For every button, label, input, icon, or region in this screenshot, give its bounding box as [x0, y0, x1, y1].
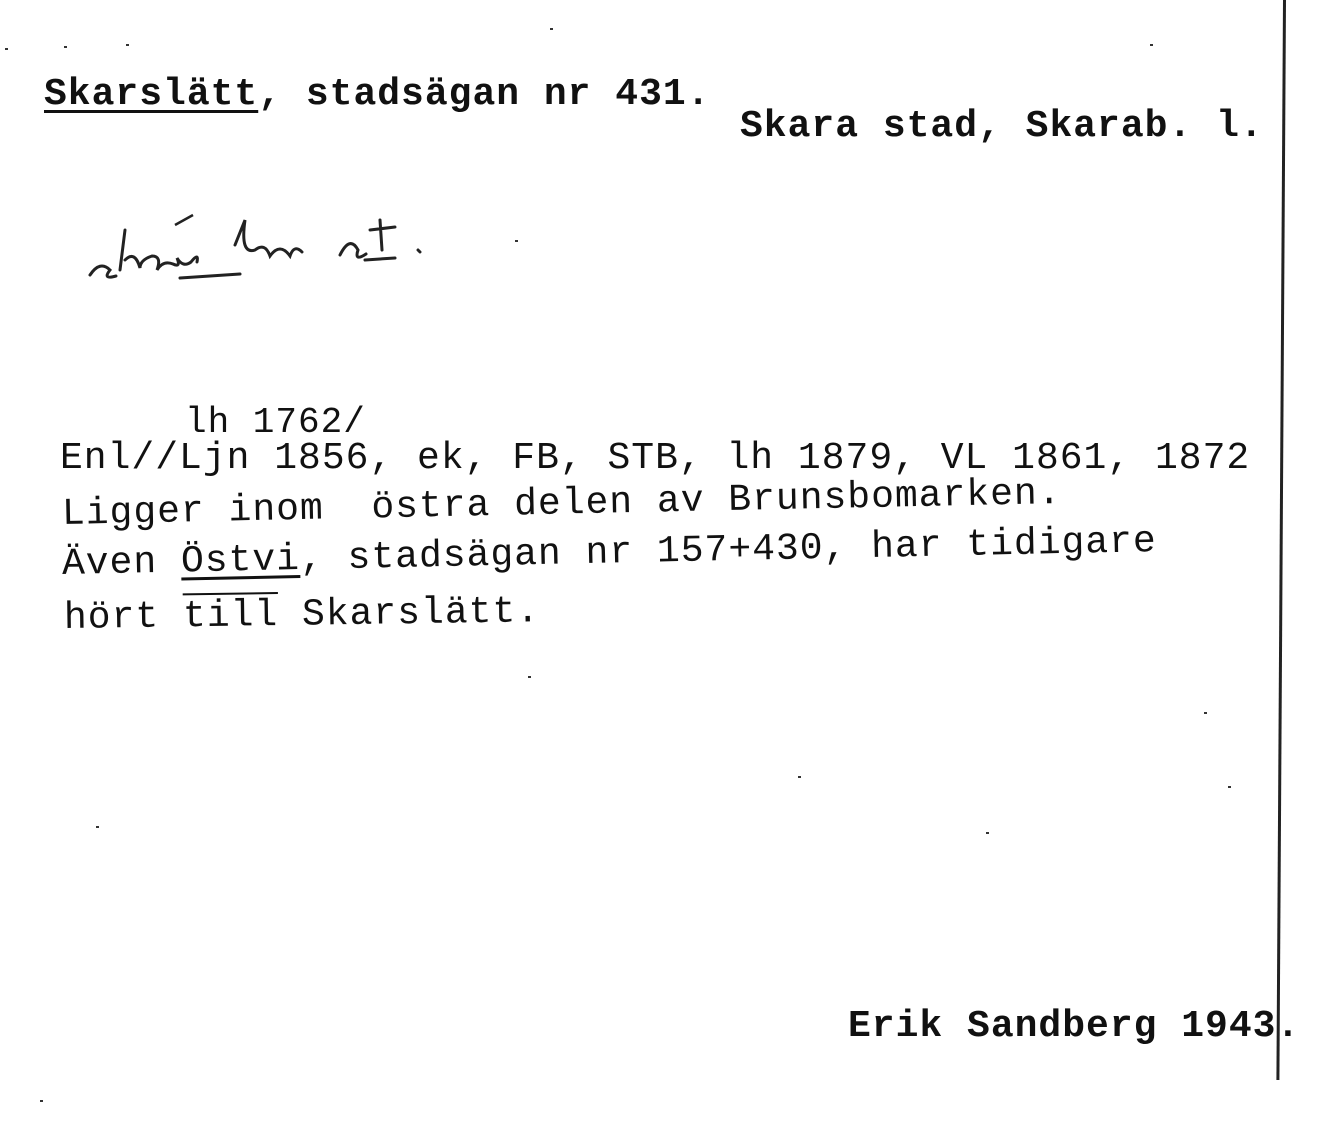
card-right-edge: [1276, 0, 1286, 1080]
scan-speck: [515, 240, 518, 242]
place-name: Skarslätt: [44, 73, 259, 116]
body-line-5: [63, 590, 541, 640]
scan-speck: [986, 832, 989, 834]
body-line-5-overlined: till: [182, 594, 279, 639]
scan-speck: [64, 46, 67, 48]
scan-speck: [798, 776, 801, 778]
scan-speck: [1228, 786, 1231, 788]
scan-speck: [40, 1100, 43, 1102]
body-line-4-suffix: , stadsägan nr 157+430, har tidigare: [299, 520, 1158, 582]
body-line-5-prefix: hört: [63, 595, 184, 640]
scan-speck: [126, 44, 129, 46]
handwriting-image: [80, 190, 520, 300]
scan-speck: [528, 676, 531, 678]
parish-location: Skara stad, Skarab. l.: [740, 105, 1264, 148]
signature: Erik Sandberg 1943.: [848, 1005, 1301, 1048]
body-line-5-suffix: Skarslätt.: [277, 590, 541, 638]
card-title: [44, 73, 711, 116]
scan-speck: [1204, 712, 1207, 714]
scan-speck: [1150, 44, 1153, 46]
cross-reference-name: Östvi: [180, 538, 301, 584]
scan-speck: [5, 48, 8, 50]
body-line-4-prefix: Även: [61, 540, 182, 586]
body-line-1: lh 1762/: [185, 402, 366, 443]
scan-speck: [96, 826, 99, 828]
handwritten-pronunciation: [80, 190, 520, 305]
body-line-2: Enl//Ljn 1856, ek, FB, STB, lh 1879, VL 1861, 1872: [60, 437, 1251, 480]
place-name-suffix: , stadsägan nr 431.: [258, 73, 711, 116]
body-line-3: Ligger inom östra delen av Brunsbomarken.: [61, 472, 1062, 536]
scan-speck: [550, 28, 553, 30]
